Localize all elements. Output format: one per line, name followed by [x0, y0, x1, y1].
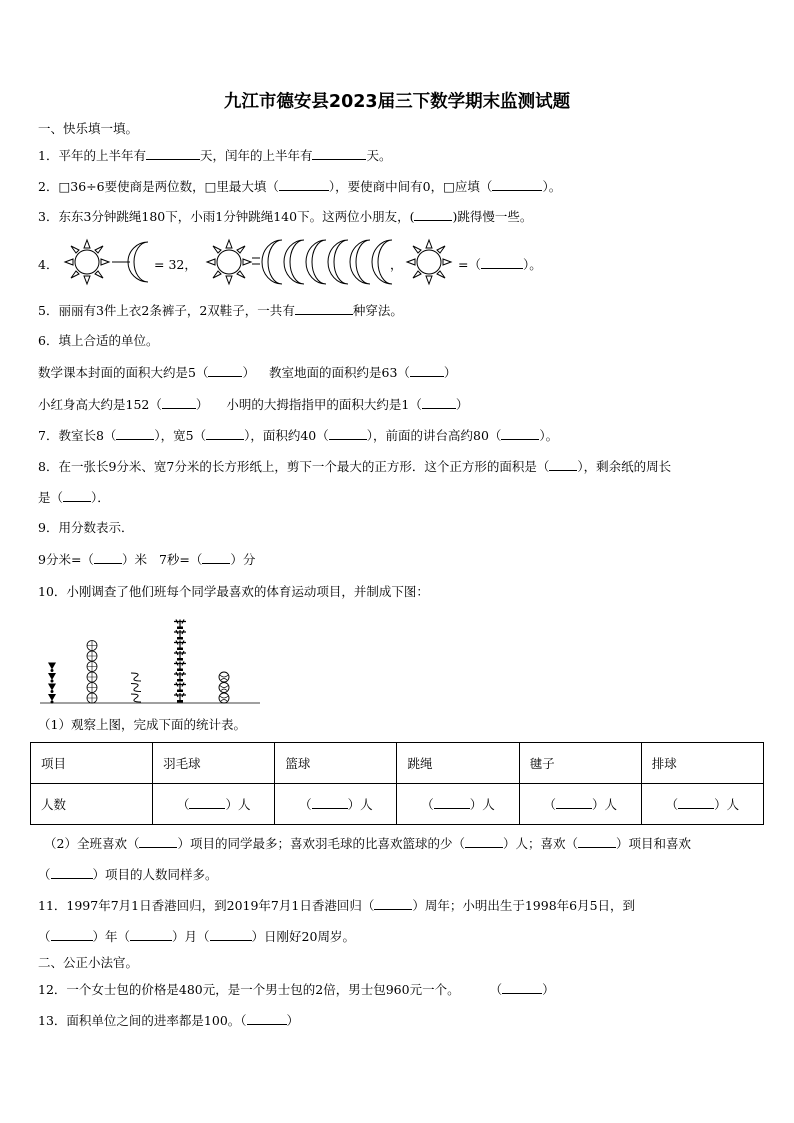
question-number: 4．: [38, 257, 59, 272]
answer-blank[interactable]: [578, 835, 616, 848]
table-header-cell: 毽子: [519, 743, 641, 784]
question-6-row-1: 数学课本封面的面积大约是5（ ） 教室地面的面积约是63（ ）: [38, 365, 457, 380]
question-number: 7．: [38, 428, 59, 443]
question-number: 2．: [38, 179, 59, 194]
table-header-cell: 篮球: [275, 743, 397, 784]
answer-blank[interactable]: [139, 835, 177, 848]
question-number: 6．: [38, 333, 59, 348]
question-13: 13．面积单位之间的进率都是100。（ ）: [38, 1013, 300, 1028]
pictograph-mark-跳绳: [131, 694, 141, 702]
table-answer-cell[interactable]: （ ）人: [397, 784, 519, 825]
pictograph-mark-毽子: [174, 683, 186, 693]
table-row: [31, 784, 764, 825]
question-10-part-2-cont: （ ）项目的人数同样多。: [38, 867, 218, 882]
answer-blank[interactable]: [210, 928, 252, 941]
comma-text: ，: [390, 257, 403, 272]
question-number: 1．: [38, 148, 59, 163]
table-header-cell: 羽毛球: [153, 743, 275, 784]
pictograph-mark-羽毛球: [48, 684, 56, 694]
answer-blank[interactable]: [63, 489, 91, 502]
answer-blank[interactable]: [247, 1012, 287, 1025]
pictograph-mark-毽子: [174, 662, 186, 672]
section-heading-2: 二、公正小法官。: [38, 955, 139, 970]
answer-blank[interactable]: [206, 427, 244, 440]
answer-blank[interactable]: [279, 178, 329, 191]
pictograph-mark-毽子: [174, 641, 186, 651]
question-number: 13．: [38, 1013, 67, 1028]
question-number: 9．: [38, 520, 59, 535]
answer-blank[interactable]: [146, 147, 200, 160]
pictograph-mark-篮球: [87, 651, 97, 661]
answer-blank[interactable]: [130, 928, 172, 941]
question-8: 8．在一张长9分米、宽7分米的长方形纸上，剪下一个最大的正方形．这个正方形的面积是（ ），剩余纸的周长: [38, 459, 672, 474]
table-answer-cell[interactable]: （ ）人: [153, 784, 275, 825]
question-1: 1．平年的上半年有 天，闰年的上半年有 天。: [38, 148, 392, 163]
pictograph-mark-篮球: [87, 693, 97, 703]
question-number: 5．: [38, 303, 59, 318]
table-answer-cell[interactable]: （ ）人: [519, 784, 641, 825]
table-header-cell: 排球: [641, 743, 763, 784]
answer-blank[interactable]: [202, 551, 230, 564]
pictograph-mark-篮球: [87, 641, 97, 651]
question-7: 7．教室长8（ ），宽5（ ），面积约40（ ），前面的讲台高约80（ ）。: [38, 428, 559, 443]
table-header-cell: 项目: [31, 743, 153, 784]
answer-blank[interactable]: [465, 835, 503, 848]
question-number: 10．: [38, 584, 67, 599]
section-heading-1: 一、快乐填一填。: [38, 121, 139, 136]
answer-blank[interactable]: [549, 458, 577, 471]
answer-blank[interactable]: [492, 178, 542, 191]
answer-blank[interactable]: [414, 208, 452, 221]
pictograph-mark-排球: [219, 683, 229, 693]
question-6: 6．填上合适的单位。: [38, 333, 159, 348]
answer-blank[interactable]: [51, 866, 93, 879]
pictograph-mark-篮球: [87, 662, 97, 672]
answer-blank[interactable]: [374, 897, 412, 910]
sun-icon: [62, 236, 112, 288]
pictograph-mark-毽子: [174, 693, 186, 703]
equation-text: =（ ）。: [458, 257, 542, 272]
question-9: 9．用分数表示．: [38, 520, 134, 535]
answer-blank[interactable]: [116, 427, 154, 440]
pictograph-mark-跳绳: [131, 684, 141, 692]
pictograph-mark-跳绳: [131, 673, 141, 681]
answer-blank[interactable]: [208, 364, 242, 377]
question-number: 11．: [38, 898, 67, 913]
question-number: 3．: [38, 209, 59, 224]
answer-blank[interactable]: [422, 396, 456, 409]
question-2: 2．□36÷6要使商是两位数，□里最大填（ ），要使商中间有0，□应填（ ）。: [38, 179, 562, 194]
page-title: 九江市德安县2023届三下数学期末监测试题: [223, 92, 571, 112]
answer-blank[interactable]: [295, 302, 353, 315]
question-11: 11．1997年7月1日香港回归，到2019年7月1日香港回归（ ）周年；小明出生于1998年6月5日，到: [38, 898, 636, 913]
table-header-cell: 跳绳: [397, 743, 519, 784]
question-11-cont: （ ）年（ ）月（ ）日刚好20周岁。: [38, 929, 355, 944]
pictograph-chart: [40, 610, 260, 704]
pictograph-mark-毽子: [174, 651, 186, 661]
pictograph-mark-毽子: [174, 672, 186, 682]
answer-blank[interactable]: [502, 981, 542, 994]
pictograph-mark-篮球: [87, 672, 97, 682]
table-row-label: 人数: [31, 784, 153, 825]
question-10-part-2: （2）全班喜欢（ ）项目的同学最多；喜欢羽毛球的比喜欢篮球的少（ ）人；喜欢（ ）项目和喜欢: [44, 836, 692, 851]
pictograph-mark-羽毛球: [48, 694, 56, 704]
table-answer-cell[interactable]: （ ）人: [641, 784, 763, 825]
answer-blank[interactable]: [51, 928, 93, 941]
question-9-row: 9分米=（ ）米 7秒=（ ）分: [38, 552, 256, 567]
question-10: 10．小刚调查了他们班每个同学最喜欢的体育运动项目，并制成下图：: [38, 584, 429, 599]
pictograph-mark-排球: [219, 693, 229, 703]
pictograph-mark-羽毛球: [48, 673, 56, 683]
answer-blank[interactable]: [329, 427, 367, 440]
sun-icon: [404, 236, 454, 288]
answer-blank[interactable]: [501, 427, 539, 440]
answer-blank[interactable]: [94, 551, 122, 564]
question-number: 8．: [38, 459, 59, 474]
pictograph-mark-篮球: [87, 683, 97, 693]
sun-icon: [204, 236, 254, 288]
answer-blank[interactable]: [162, 396, 196, 409]
question-number: 12．: [38, 982, 67, 997]
question-3: 3．东东3分钟跳绳180下，小雨1分钟跳绳140下。这两位小朋友，( )跳得慢一些。: [38, 209, 533, 224]
question-10-part-1: （1）观察上图，完成下面的统计表。: [38, 717, 246, 732]
table-answer-cell[interactable]: （ ）人: [275, 784, 397, 825]
statistics-table: [30, 742, 764, 825]
pictograph-mark-毽子: [174, 630, 186, 640]
question-8-cont: 是（ ）．: [38, 490, 110, 505]
question-12: 12．一个女士包的价格是480元，是一个男士包的2倍，男士包960元一个。 （ ）: [38, 982, 555, 997]
question-5: 5．丽丽有3件上衣2条裤子，2双鞋子，一共有 种穿法。: [38, 303, 403, 318]
pictograph-mark-羽毛球: [48, 663, 56, 673]
answer-blank[interactable]: [410, 364, 444, 377]
moons-group-icon: [252, 238, 402, 286]
equation-text: = 32，: [154, 257, 197, 272]
answer-blank[interactable]: [312, 147, 366, 160]
question-6-row-2: 小红身高大约是152（ ） 小明的大拇指指甲的面积大约是1（ ）: [38, 397, 469, 412]
question-4: [38, 236, 758, 288]
pictograph-mark-排球: [219, 672, 229, 682]
answer-blank[interactable]: [481, 256, 523, 269]
pictograph-mark-毽子: [174, 620, 186, 630]
table-header-row: [31, 743, 764, 784]
